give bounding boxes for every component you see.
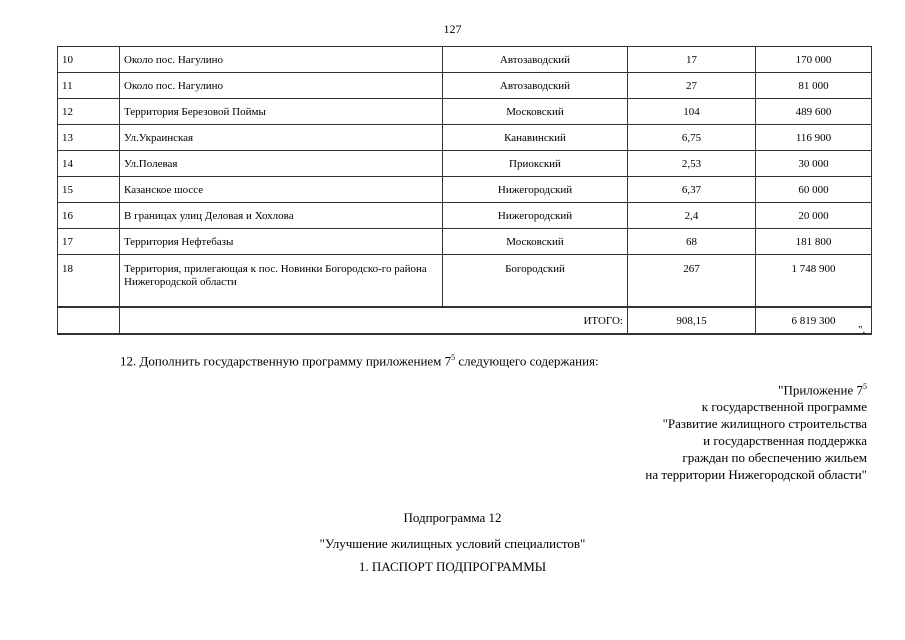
- area-cell: 68: [628, 229, 756, 255]
- place-cell: Ул.Украинская: [120, 125, 443, 151]
- total-row: [58, 307, 872, 334]
- place-cell: Около пос. Нагулино: [120, 73, 443, 99]
- row-number: 14: [58, 151, 120, 177]
- place-cell: Территория, прилегающая к пос. Новинки Богородско-го района Нижегородской области: [120, 255, 443, 308]
- area-cell: 2,53: [628, 151, 756, 177]
- closing-quote: ".: [858, 324, 866, 336]
- district-cell: Нижегородский: [443, 203, 628, 229]
- district-cell: Канавинский: [443, 125, 628, 151]
- table-row: [58, 203, 872, 229]
- value-cell: 489 600: [756, 99, 872, 125]
- table-row: [58, 99, 872, 125]
- district-cell: Нижегородский: [443, 177, 628, 203]
- area-cell: 6,75: [628, 125, 756, 151]
- section-heading: 1. ПАСПОРТ ПОДПРОГРАММЫ: [358, 559, 547, 574]
- value-cell: 1 748 900: [756, 255, 872, 308]
- appendix-line: к государственной программе: [701, 399, 867, 415]
- row-number: 13: [58, 125, 120, 151]
- area-cell: 2,4: [628, 203, 756, 229]
- appendix-sup: 5: [863, 382, 867, 391]
- area-cell: 27: [628, 73, 756, 99]
- row-number: 10: [58, 47, 120, 73]
- row-number: 15: [58, 177, 120, 203]
- appendix-header: [645, 378, 867, 483]
- place-cell: Территория Нефтебазы: [120, 229, 443, 255]
- district-cell: Московский: [443, 99, 628, 125]
- value-cell: 170 000: [756, 47, 872, 73]
- row-number: 11: [58, 73, 120, 99]
- value-cell: 116 900: [756, 125, 872, 151]
- appendix-line: "Развитие жилищного строительства: [662, 416, 867, 432]
- district-cell: Автозаводский: [443, 73, 628, 99]
- page-number: 127: [443, 22, 462, 36]
- district-cell: Московский: [443, 229, 628, 255]
- appendix-line: на территории Нижегородской области": [645, 467, 867, 483]
- area-cell: 104: [628, 99, 756, 125]
- row-number: 12: [58, 99, 120, 125]
- area-cell: 267: [628, 255, 756, 308]
- district-cell: Богородский: [443, 255, 628, 308]
- land-plots-table: [57, 46, 872, 335]
- area-cell: 17: [628, 47, 756, 73]
- value-cell: 30 000: [756, 151, 872, 177]
- row-number: 17: [58, 229, 120, 255]
- table-row: [58, 151, 872, 177]
- place-cell: Ул.Полевая: [120, 151, 443, 177]
- empty-cell: [58, 307, 120, 334]
- value-cell: 60 000: [756, 177, 872, 203]
- district-cell: Приокский: [443, 151, 628, 177]
- paragraph-rest: следующего содержания:: [455, 353, 599, 369]
- value-cell: 181 800: [756, 229, 872, 255]
- place-cell: Территория Березовой Поймы: [120, 99, 443, 125]
- place-cell: Казанское шоссе: [120, 177, 443, 203]
- table-row: [58, 125, 872, 151]
- value-cell: 81 000: [756, 73, 872, 99]
- appendix-line: и государственная поддержка: [703, 433, 867, 449]
- table-row: [58, 47, 872, 73]
- appendix-line: граждан по обеспечению жильем: [682, 450, 867, 466]
- subprogram-title: "Улучшение жилищных условий специалистов": [319, 536, 586, 551]
- total-value: 6 819 300: [756, 307, 872, 334]
- row-number: 18: [58, 255, 120, 308]
- subprogram-heading: Подпрограмма 12: [403, 510, 502, 525]
- place-cell: Около пос. Нагулино: [120, 47, 443, 73]
- value-cell: 20 000: [756, 203, 872, 229]
- appendix-line1: "Приложение 7: [778, 382, 863, 398]
- total-label: ИТОГО:: [120, 307, 628, 334]
- district-cell: Автозаводский: [443, 47, 628, 73]
- appendix-title: [645, 378, 867, 398]
- amendment-paragraph: [120, 353, 599, 369]
- table-row: [58, 255, 872, 308]
- table-row: [58, 229, 872, 255]
- row-number: 16: [58, 203, 120, 229]
- paragraph-sup: 5: [451, 353, 456, 362]
- table-row: [58, 73, 872, 99]
- total-area: 908,15: [628, 307, 756, 334]
- paragraph-text: 12. Дополнить государственную программу приложением 7: [120, 353, 452, 369]
- area-cell: 6,37: [628, 177, 756, 203]
- table-row: [58, 177, 872, 203]
- place-cell: В границах улиц Деловая и Хохлова: [120, 203, 443, 229]
